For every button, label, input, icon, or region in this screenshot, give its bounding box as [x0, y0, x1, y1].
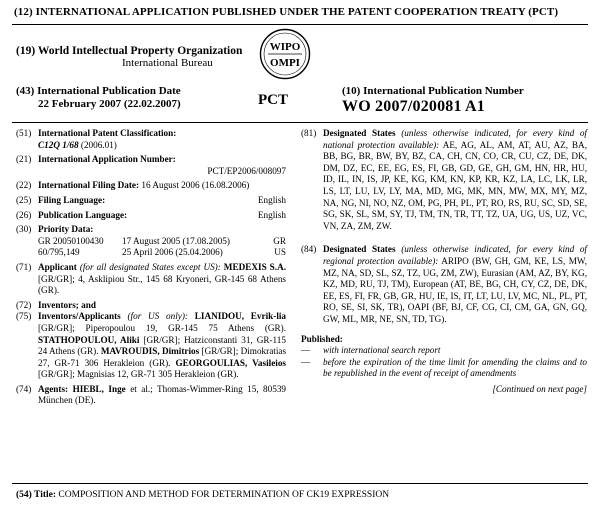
- field-25: (25) Filing Language: English: [16, 194, 286, 205]
- logo-top-text: WIPO: [269, 41, 301, 53]
- logo-bottom-text: OMPI: [270, 57, 300, 69]
- field-84: (84) Designated States (unless otherwise indicated, for every kind of regional protection available): ARIPO (BW, GH, GM, KE, LS, MW, MZ, NA, SD, SL, SZ, TZ, UG, ZM, ZW), Eurasian (AM, AZ, BY, KG, KZ, MD, RU, TJ, TM), European (AT, BE, BG, CH, CY, CZ, DE, DK, EE, ES, FI, FR, GB, GR, HU, IE, IS, IT, LT, LU, LV, MC, NL, PL, PT, RO, SE, SI, SK, TR), OAPI (BF, BJ, CF, CG, CI, CM, GA, GN, GQ, GW, ML, MR, NE, SN, TD, TG).: [301, 244, 587, 324]
- organization: (19) World Intellectual Property Organization International Bureau: [16, 45, 243, 69]
- title-rule: [12, 483, 588, 484]
- published-item: — before the expiration of the time limit for amending the claims and to be republished in the event of receipt of amendments: [301, 356, 587, 379]
- pct-label: PCT: [258, 92, 288, 108]
- priority-row: 60/795,149 25 April 2006 (25.04.2006) US: [38, 247, 286, 258]
- field-72: (72) Inventors; and: [16, 299, 96, 310]
- continued-note: [Continued on next page]: [492, 383, 587, 394]
- field-21: (21) International Application Number: PCT/EP2006/008097: [16, 154, 286, 176]
- document-header: (12) INTERNATIONAL APPLICATION PUBLISHED UNDER THE PATENT COOPERATION TREATY (PCT): [14, 6, 559, 18]
- priority-row: GR 20050100430 17 August 2005 (17.08.2005) GR: [38, 235, 286, 246]
- header-rule: [12, 24, 588, 25]
- field-22: (22) International Filing Date: 16 August 2006 (16.08.2006): [16, 180, 250, 191]
- field-71: (71) Applicant (for all designated States except US): MEDEXIS S.A. [GR/GR]; 4, Asklipiou Str., 145 68 Kryoneri, GR-145 68 Athens (GR).: [16, 261, 287, 296]
- bibliographic-rule: [12, 122, 588, 123]
- publication-number-value: WO 2007/020081 A1: [342, 98, 485, 115]
- published-item: — with international search report: [301, 345, 441, 356]
- field-26: (26) Publication Language: English: [16, 209, 286, 220]
- publication-date: (43) International Publication Date 22 February 2007 (22.02.2007): [16, 85, 181, 110]
- published-section: Published: — with international search report — before the expiration of the time limit for amending the claims and to be republished in the event of receipt of amendments [Continued on next page]: [301, 333, 587, 394]
- field-51: (51) International Patent Classification: C12Q 1/68 (2006.01): [16, 128, 177, 150]
- invention-title: (54) Title: COMPOSITION AND METHOD FOR DETERMINATION OF CK19 EXPRESSION: [16, 490, 390, 500]
- field-75: (75) Inventors/Applicants (for US only): LIANIDOU, Evrik-lia [GR/GR]; Piperopoulou 19, GR-145 75 Athens (GR). STATHOPOULOU, Aliki [GR/GR]; Hatziconstanti 31, GR-115 24 Athens (GR). MAVROUDIS, Dimitrios [GR/GR]; Dimokratias 27, GR-71 306 Herakleion (GR). GEORGOULIAS, Vasileios [GR/GR]; Magnisias 12, GR-71 305 Herakleion (GR).: [16, 311, 287, 380]
- field-81: (81) Designated States (unless otherwise indicated, for every kind of national protection available): AE, AG, AL, AM, AT, AU, AZ, BA, BB, BG, BR, BW, BY, BZ, CA, CH, CN, CO, CR, CU, CZ, DE, DK, DM, DZ, EC, EE, EG, ES, FI, GB, GD, GE, GH, GM, HN, HR, HU, ID, IL, IN, IS, JP, KE, KG, KM, KN, KP, KR, KZ, LA, LC, LK, LR, LS, LT, LU, LV, LY, MA, MD, MG, MK, MN, MW, MX, MY, MZ, NA, NG, NI, NO, NZ, OM, PG, PH, PL, PT, RO, RS, RU, SC, SD, SE, SG, SK, SL, SM, SY, TJ, TM, TN, TR, TT, TZ, UA, UG, US, UZ, VC, VN, ZA, ZM, ZW.: [301, 128, 587, 231]
- publication-number: (10) International Publication Number WO 2007/020081 A1: [342, 85, 524, 115]
- wipo-logo: [259, 28, 311, 80]
- field-30: (30) Priority Data: GR 20050100430 17 August 2005 (17.08.2005) GR 60/795,149 25 April 2006 (25.04.2006) US: [16, 224, 286, 258]
- field-74: (74) Agents: HIEBL, Inge et al.; Thomas-Wimmer-Ring 15, 80539 München (DE).: [16, 383, 287, 406]
- left-column: [16, 128, 286, 410]
- right-column: [301, 128, 587, 395]
